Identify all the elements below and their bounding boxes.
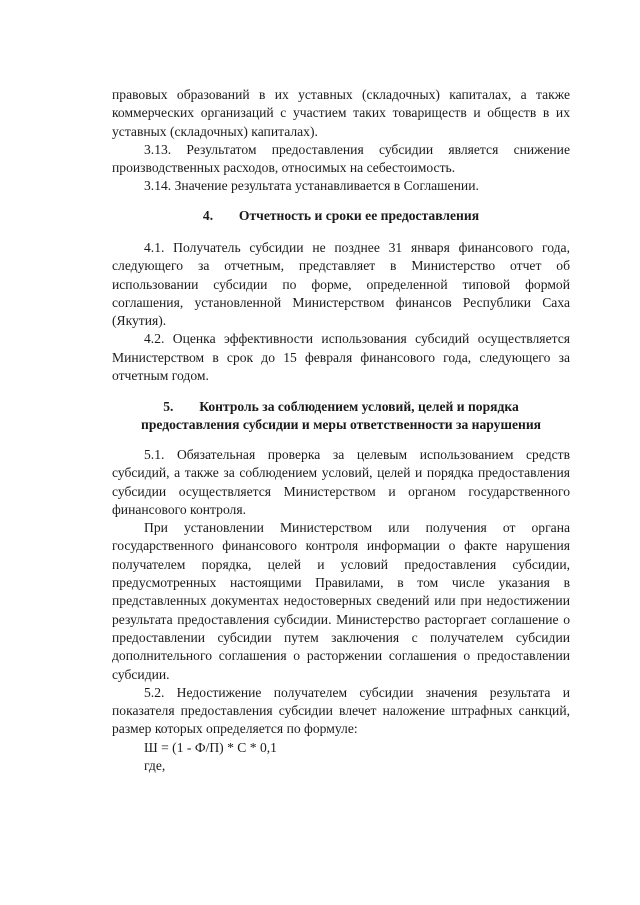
top-text-block xyxy=(112,86,570,196)
formula-where: где, xyxy=(144,758,166,774)
section-5-title-line-1 xyxy=(112,398,570,416)
paragraph-4-1: 4.1. Получатель субсидии не позднее 31 января финансового года, следующего за отчетным, представляет в Министерство отчет об использовании субсидии по форме, определенной типовой формой соглашения, установленной Министерством финансов Республики Саха (Якутия). xyxy=(112,240,570,329)
paragraph-5-1-violation: При установлении Министерством или получения от органа государственного финансового контроля информации о факте нарушения получателем порядка, целей и условий предоставления субсидии, предусмотренных настоящими Правилами, в том числе указания в представленных документах недостоверных сведений или при недостижении результата предоставления субсидии. Министерство расторгает соглашение о предоставлении субсидии путем заключения с получателем субсидии дополнительного соглашения о расторжении соглашения о предоставлении субсидии. xyxy=(112,520,570,682)
section-5-body xyxy=(112,446,570,775)
paragraph-4-2: 4.2. Оценка эффективности использования субсидий осуществляется Министерством в срок до 15 февраля финансового года, следующего за отчетным годом. xyxy=(112,331,570,384)
section-5-title-1: Контроль за соблюдением условий, целей и порядка xyxy=(199,399,519,414)
penalty-formula: Ш = (1 - Ф/П) * С * 0,1 xyxy=(144,739,277,755)
section-5-heading xyxy=(112,398,570,435)
section-4-heading xyxy=(112,207,570,225)
paragraph-3-14: 3.14. Значение результата устанавливается в Соглашении. xyxy=(144,178,479,194)
paragraph-continuation: правовых образований в их уставных (складочных) капиталах, а также коммерческих организаций с участием таких товариществ и обществ в их уставных (складочных) капиталах). xyxy=(112,87,570,139)
section-4-body xyxy=(112,239,570,385)
paragraph-3-13: 3.13. Результатом предоставления субсидии является снижение производственных расходов, относимых на себестоимость. xyxy=(112,141,570,176)
paragraph-5-1: 5.1. Обязательная проверка за целевым использованием средств субсидий, а также за соблюдением условий, целей и порядка предоставления субсидии осуществляется Министерством и органом государственного финансового контроля. xyxy=(112,447,570,517)
section-5-title-line-2: предоставления субсидии и меры ответственности за нарушения xyxy=(141,417,541,433)
section-5-number: 5. xyxy=(163,399,174,414)
section-4-number: 4. xyxy=(202,208,214,223)
paragraph-5-2: 5.2. Недостижение получателем субсидии значения результата и показателя предоставления субсидии влечет наложение штрафных санкций, размер которых определяется по формуле: xyxy=(112,684,570,737)
section-4-title: Отчетность и сроки ее предоставления xyxy=(238,208,480,223)
